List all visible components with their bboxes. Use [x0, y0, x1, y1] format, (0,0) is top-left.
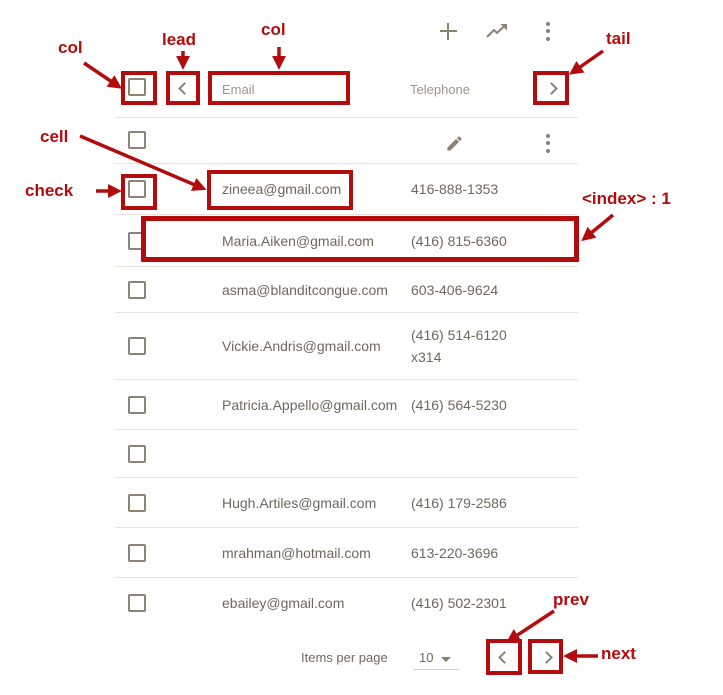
row-checkbox[interactable] [128, 232, 146, 250]
column-header-telephone: Telephone [410, 82, 470, 97]
more-vert-icon [546, 134, 550, 153]
row-checkbox[interactable] [128, 396, 146, 414]
arrow-index [585, 215, 613, 238]
email-cell: mrahman@hotmail.com [222, 544, 371, 561]
more-options-button[interactable] [534, 17, 562, 45]
chevron-right-icon [540, 651, 553, 664]
row-checkbox[interactable] [128, 281, 146, 299]
chevron-left-icon [178, 82, 191, 95]
row-more-button[interactable] [534, 129, 562, 157]
email-cell: Vickie.Andris@gmail.com [222, 338, 381, 354]
email-cell: asma@blanditcongue.com [222, 281, 388, 298]
arrow-tail [573, 51, 603, 72]
annotation-label-prev: prev [553, 590, 589, 609]
add-button[interactable] [434, 17, 462, 45]
annotation-label-lead: lead [162, 30, 197, 49]
email-cell: Maria.Aiken@gmail.com [222, 232, 374, 249]
row-checkbox[interactable] [128, 594, 146, 612]
table-row[interactable] [115, 313, 578, 380]
row-checkbox[interactable] [128, 445, 146, 463]
annotation-label-next: next [601, 644, 636, 663]
previous-page-button[interactable] [490, 643, 518, 671]
items-per-page-label: Items per page [301, 650, 388, 665]
chevron-left-icon [498, 651, 511, 664]
chart-button[interactable] [484, 17, 512, 45]
table-row[interactable] [115, 163, 578, 215]
annotation-label-check: check [25, 181, 74, 200]
select-all-checkbox[interactable] [128, 78, 146, 96]
trending-up-icon [486, 23, 510, 39]
phone-cell: (416) 514-6120 x314 [411, 327, 507, 365]
row-checkbox[interactable] [128, 337, 146, 355]
email-cell: zineea@gmail.com [222, 180, 342, 197]
annotation-label-index: <index> : 1 [582, 189, 671, 208]
tail-scroll-button[interactable] [537, 74, 565, 102]
row-checkbox[interactable] [128, 494, 146, 512]
phone-cell: (416) 502-2301 [411, 595, 507, 611]
annotation-label-tail: tail [606, 29, 631, 48]
select-underline [414, 669, 459, 670]
column-header-email: Email [222, 82, 255, 97]
plus-icon [440, 23, 457, 40]
phone-cell: (416) 564-5230 [411, 396, 507, 413]
lead-scroll-button[interactable] [170, 74, 198, 102]
table-row[interactable] [115, 478, 578, 528]
table-row[interactable] [115, 267, 578, 313]
edit-button[interactable] [440, 129, 468, 157]
next-page-button[interactable] [532, 643, 560, 671]
email-cell: Patricia.Appello@gmail.com [222, 396, 398, 413]
phone-cell: (416) 815-6360 [411, 232, 507, 249]
phone-cell: 416-888-1353 [411, 180, 499, 197]
row-checkbox[interactable] [128, 180, 146, 198]
row-checkbox[interactable] [128, 544, 146, 562]
annotation-label-cell: cell [40, 127, 69, 146]
chevron-right-icon [545, 82, 558, 95]
email-cell: Hugh.Artiles@gmail.com [222, 494, 377, 511]
table-row[interactable] [115, 528, 578, 578]
arrow-col-check [84, 63, 118, 86]
table-row[interactable] [115, 215, 578, 267]
table-row[interactable] [115, 578, 578, 628]
annotation-label-col-check: col [58, 38, 83, 57]
annotation-label-col-email: col [261, 20, 286, 39]
table-row[interactable] [115, 380, 578, 430]
selection-checkbox[interactable] [128, 131, 146, 149]
more-vert-icon [546, 22, 550, 41]
page-size-select[interactable]: 10 [419, 650, 451, 665]
pencil-icon [445, 134, 464, 153]
caret-down-icon [441, 657, 451, 662]
phone-cell: 613-220-3696 [411, 544, 499, 561]
phone-cell: 603-406-9624 [411, 281, 499, 298]
table-row[interactable] [115, 430, 578, 478]
phone-cell: (416) 179-2586 [411, 494, 507, 511]
email-cell: ebailey@gmail.com [222, 595, 345, 611]
divider [115, 117, 578, 118]
